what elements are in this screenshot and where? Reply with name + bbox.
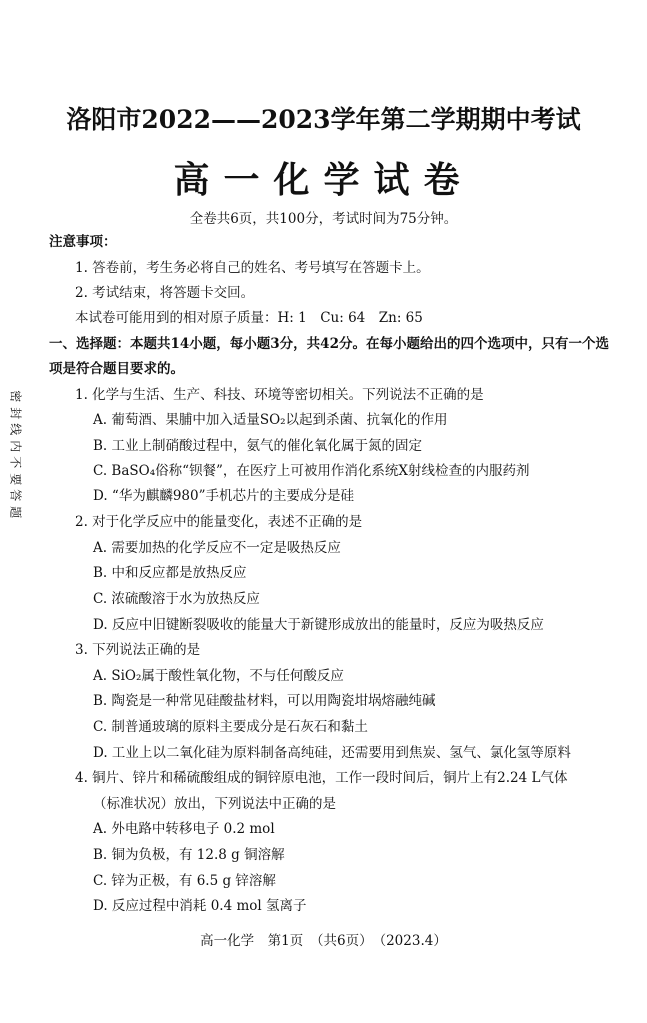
question-option: D. 反应过程中消耗 0.4 mol 氢离子 (93, 898, 307, 914)
question-option: A. 葡萄酒、果脯中加入适量SO₂以起到杀菌、抗氧化的作用 (93, 412, 448, 428)
subject-title: 高一化学试卷 (173, 159, 474, 201)
question-option: A. 外电路中转移电子 0.2 mol (93, 821, 275, 837)
question-option: B. 铜为负极，有 12.8 g 铜溶解 (93, 847, 285, 863)
question-option: A. SiO₂属于酸性氧化物，不与任何酸反应 (93, 668, 344, 684)
atomic-masses: 本试卷可能用到的相对原子质量：H: 1 Cu: 64 Zn: 65 (75, 310, 423, 326)
seal-char: 答 (8, 489, 23, 502)
seal-char: 题 (8, 505, 23, 518)
seal-char: 封 (8, 406, 23, 419)
question-option: D. 工业上以二氧化硅为原料制备高纯硅，还需要用到焦炭、氢气、氯化氢等原料 (93, 745, 571, 761)
seal-char: 不 (8, 456, 23, 469)
section-heading: 一、选择题：本题共14小题，每小题3分，共42分。在每小题给出的四个选项中，只有一个选 (49, 336, 609, 352)
seal-char: 线 (8, 423, 23, 436)
section-heading-cont: 项是符合题目要求的。 (49, 361, 184, 377)
question-stem-cont: （标准状况）放出，下列说法中正确的是 (93, 796, 336, 812)
question-option: C. 锌为正极，有 6.5 g 锌溶解 (93, 873, 276, 889)
question-option: C. BaSO₄俗称“钡餐”，在医疗上可被用作消化系统X射线检查的内服药剂 (93, 463, 530, 479)
question-stem: 2. 对于化学反应中的能量变化，表述不正确的是 (75, 514, 363, 530)
question-option: A. 需要加热的化学反应不一定是吸热反应 (93, 540, 341, 556)
seal-char: 要 (8, 472, 23, 485)
notes-heading: 注意事项： (49, 234, 117, 250)
question-option: C. 浓硫酸溶于水为放热反应 (93, 591, 260, 607)
note-item: 1. 答卷前，考生务必将自己的姓名、考号填写在答题卡上。 (75, 260, 430, 276)
seal-char: 密 (8, 390, 23, 403)
exam-info: 全卷共6页，共100分，考试时间为75分钟。 (189, 211, 458, 227)
exam-title: 洛阳市2022——2023学年第二学期期中考试 (66, 105, 581, 134)
question-option: D. “华为麒麟980”手机芯片的主要成分是硅 (93, 488, 354, 504)
question-stem: 1. 化学与生活、生产、科技、环境等密切相关。下列说法不正确的是 (75, 387, 484, 403)
question-stem: 3. 下列说法正确的是 (75, 642, 201, 658)
question-option: B. 中和反应都是放热反应 (93, 565, 247, 581)
note-item: 2. 考试结束，将答题卡交回。 (75, 285, 255, 301)
seal-line-notice (6, 388, 22, 520)
seal-char: 内 (8, 439, 23, 452)
question-option: C. 制普通玻璃的原料主要成分是石灰石和黏土 (93, 719, 368, 735)
question-stem: 4. 铜片、锌片和稀硫酸组成的铜锌原电池，工作一段时间后，铜片上有2.24 L气体 (75, 770, 568, 786)
page-footer: 高一化学 第1页 （共6页） （2023.4） (200, 933, 447, 949)
question-option: D. 反应中旧键断裂吸收的能量大于新键形成放出的能量时，反应为吸热反应 (93, 617, 544, 633)
question-option: B. 陶瓷是一种常见硅酸盐材料，可以用陶瓷坩埚熔融纯碱 (93, 693, 436, 709)
question-option: B. 工业上制硝酸过程中，氨气的催化氧化属于氮的固定 (93, 438, 423, 454)
